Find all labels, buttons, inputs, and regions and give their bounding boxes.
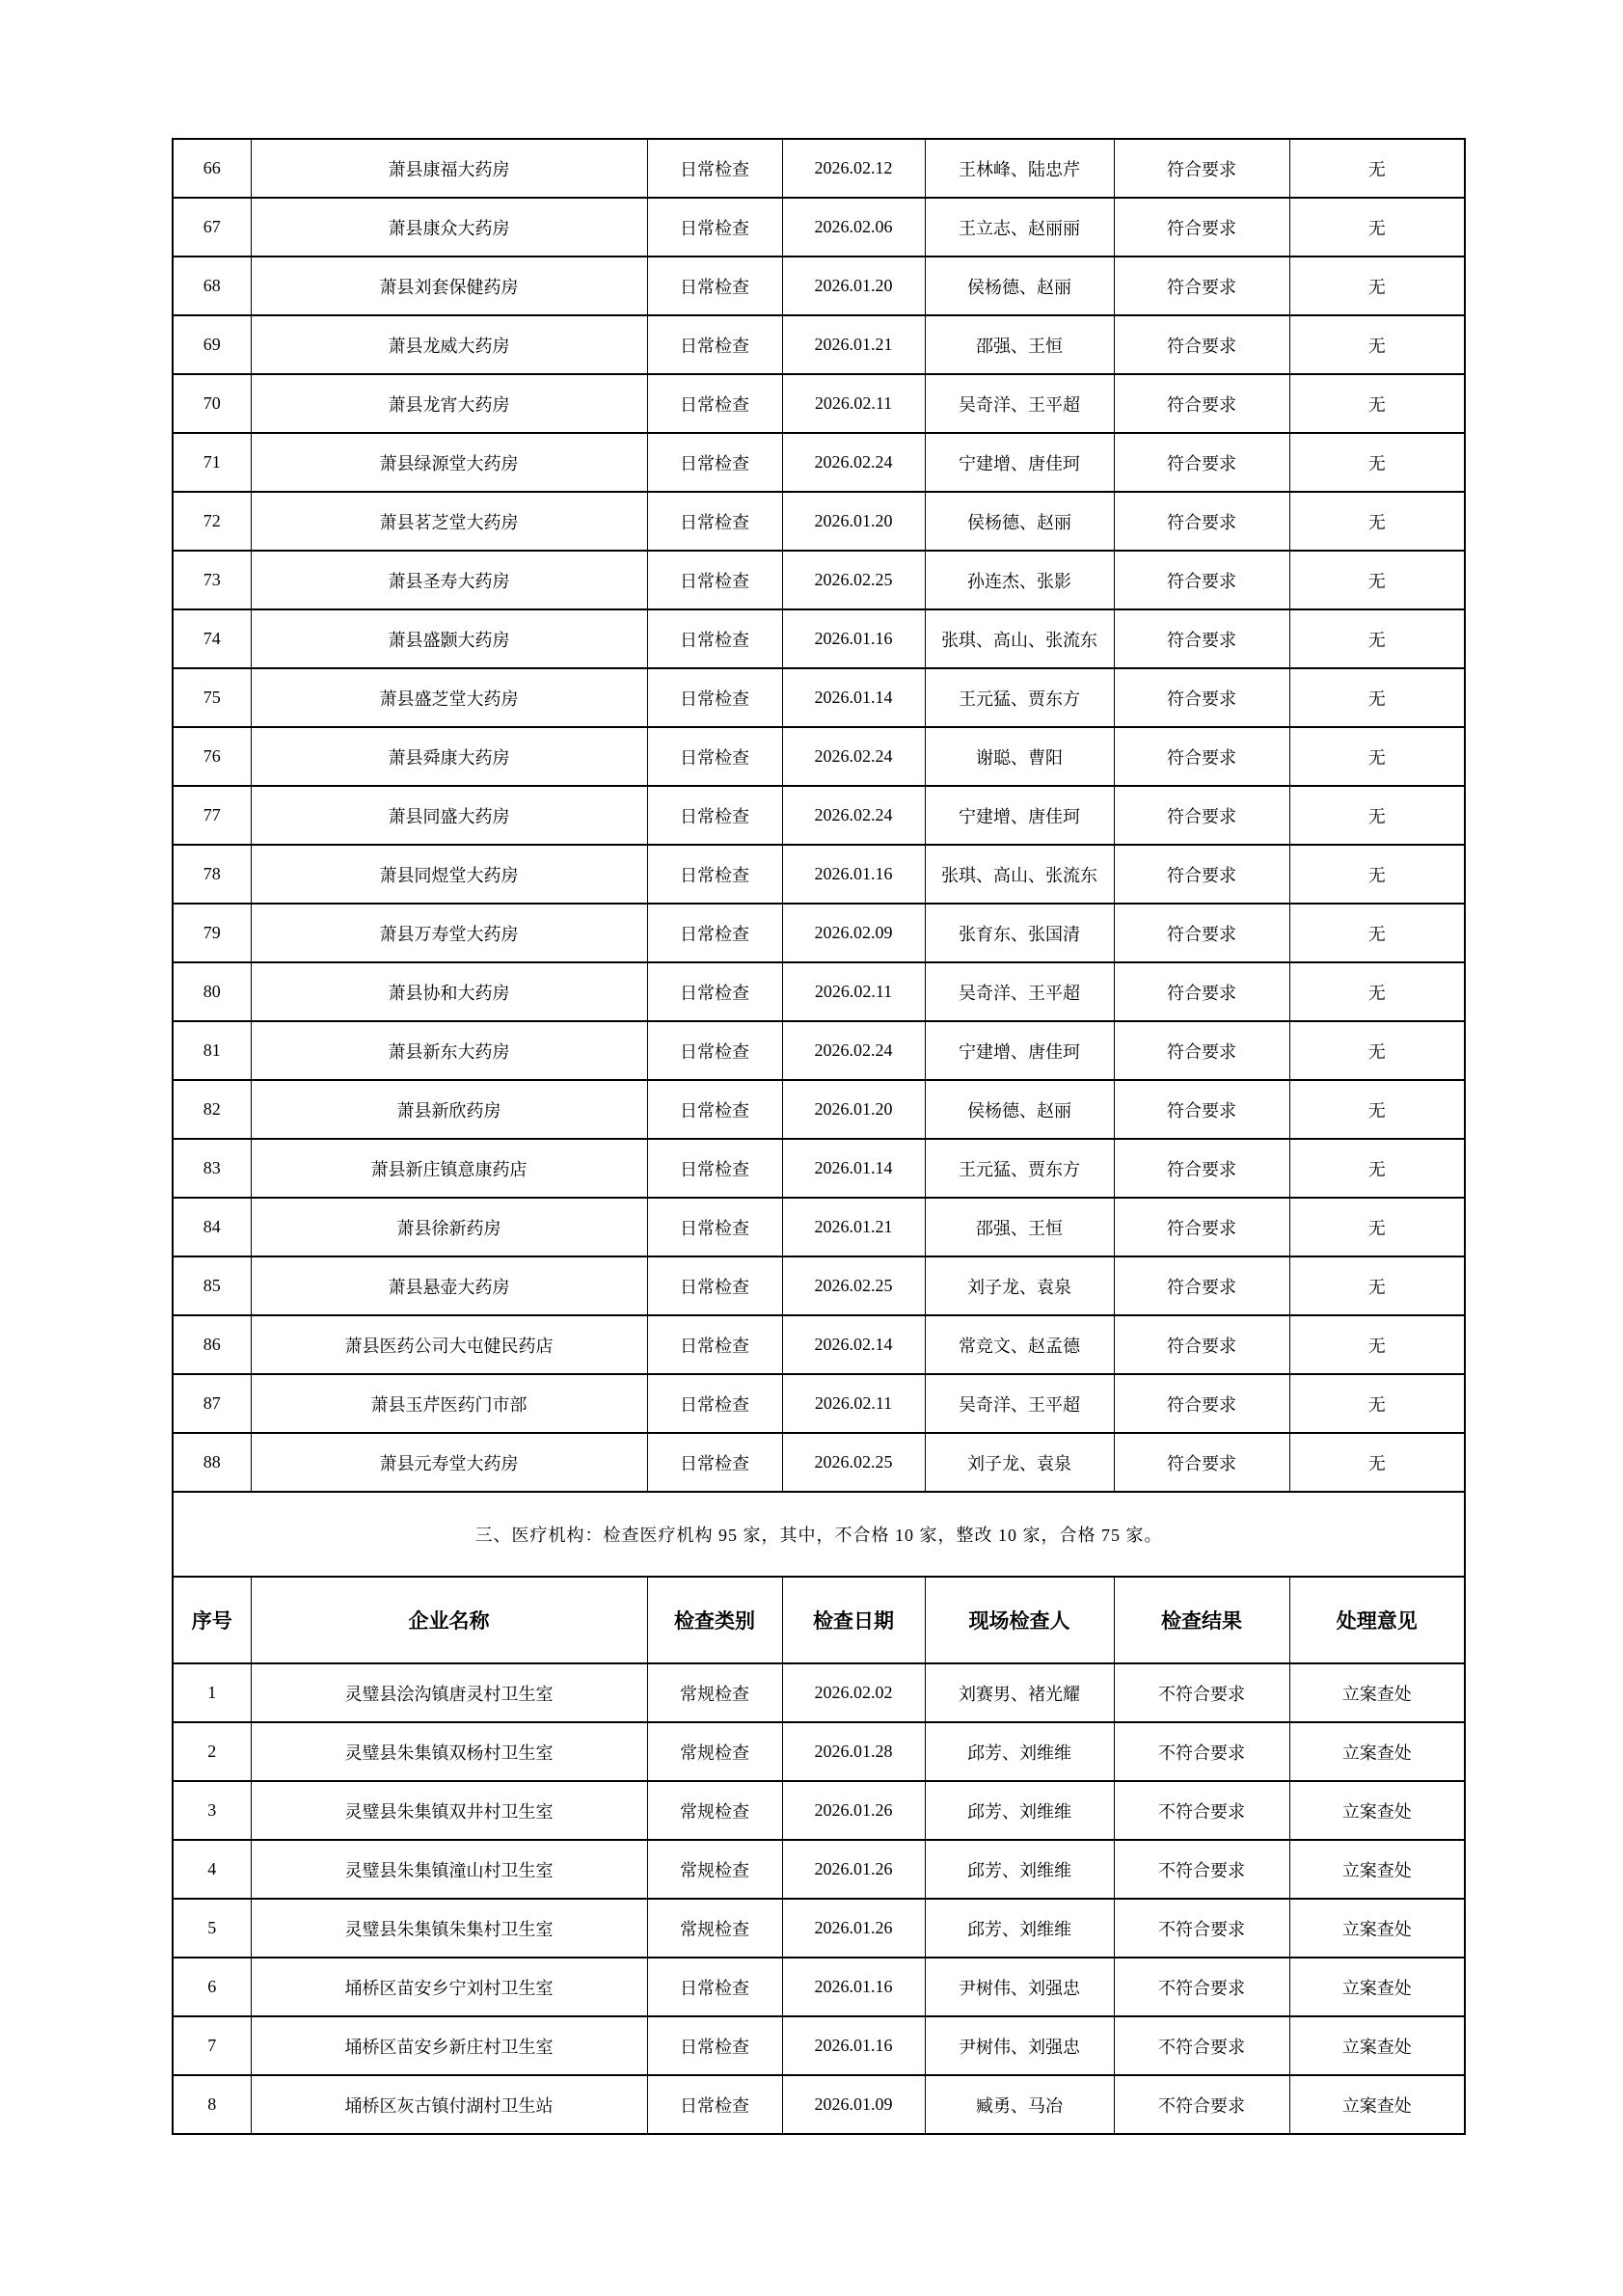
cell-inspectors: 张育东、张国清 bbox=[925, 904, 1114, 962]
cell-action: 无 bbox=[1289, 433, 1465, 492]
cell-date: 2026.01.26 bbox=[782, 1899, 925, 1958]
cell-result: 不符合要求 bbox=[1114, 1781, 1289, 1840]
cell-action: 立案查处 bbox=[1289, 1781, 1465, 1840]
cell-name: 萧县悬壶大药房 bbox=[251, 1256, 647, 1315]
cell-action: 立案查处 bbox=[1289, 2075, 1465, 2134]
table-row bbox=[173, 1315, 1465, 1374]
cell-action: 无 bbox=[1289, 198, 1465, 257]
cell-seq: 82 bbox=[173, 1080, 251, 1139]
cell-result: 符合要求 bbox=[1114, 609, 1289, 668]
cell-inspectors: 宁建增、唐佳珂 bbox=[925, 1021, 1114, 1080]
cell-type: 日常检查 bbox=[647, 1139, 782, 1198]
column-header-name: 企业名称 bbox=[251, 1577, 647, 1663]
cell-date: 2026.02.06 bbox=[782, 198, 925, 257]
table-row bbox=[173, 1958, 1465, 2016]
cell-type: 日常检查 bbox=[647, 1958, 782, 2016]
table-row bbox=[173, 1722, 1465, 1781]
section-heading-row bbox=[173, 1492, 1465, 1577]
cell-action: 无 bbox=[1289, 904, 1465, 962]
cell-seq: 70 bbox=[173, 374, 251, 433]
cell-inspectors: 王元猛、贾东方 bbox=[925, 1139, 1114, 1198]
section-heading: 三、医疗机构：检查医疗机构 95 家，其中，不合格 10 家，整改 10 家，合格 75 家。 bbox=[173, 1492, 1465, 1577]
table-row bbox=[173, 198, 1465, 257]
cell-result: 不符合要求 bbox=[1114, 1840, 1289, 1899]
cell-name: 埇桥区灰古镇付湖村卫生站 bbox=[251, 2075, 647, 2134]
cell-date: 2026.02.24 bbox=[782, 786, 925, 845]
cell-type: 日常检查 bbox=[647, 315, 782, 374]
table-row bbox=[173, 551, 1465, 609]
cell-action: 立案查处 bbox=[1289, 1663, 1465, 1722]
table-row bbox=[173, 1139, 1465, 1198]
cell-action: 无 bbox=[1289, 492, 1465, 551]
cell-date: 2026.01.20 bbox=[782, 492, 925, 551]
cell-date: 2026.02.12 bbox=[782, 139, 925, 198]
cell-type: 日常检查 bbox=[647, 1021, 782, 1080]
cell-seq: 88 bbox=[173, 1433, 251, 1492]
cell-type: 常规检查 bbox=[647, 1840, 782, 1899]
cell-name: 萧县绿源堂大药房 bbox=[251, 433, 647, 492]
cell-inspectors: 孙连杰、张影 bbox=[925, 551, 1114, 609]
cell-result: 符合要求 bbox=[1114, 1080, 1289, 1139]
cell-inspectors: 吴奇洋、王平超 bbox=[925, 962, 1114, 1021]
cell-name: 萧县新欣药房 bbox=[251, 1080, 647, 1139]
cell-name: 埇桥区苗安乡新庄村卫生室 bbox=[251, 2016, 647, 2075]
cell-result: 不符合要求 bbox=[1114, 1663, 1289, 1722]
cell-action: 无 bbox=[1289, 1374, 1465, 1433]
table-row bbox=[173, 433, 1465, 492]
cell-inspectors: 王林峰、陆忠芹 bbox=[925, 139, 1114, 198]
cell-type: 日常检查 bbox=[647, 374, 782, 433]
table-row bbox=[173, 1021, 1465, 1080]
cell-name: 萧县玉芹医药门市部 bbox=[251, 1374, 647, 1433]
cell-name: 灵璧县朱集镇潼山村卫生室 bbox=[251, 1840, 647, 1899]
cell-date: 2026.02.11 bbox=[782, 374, 925, 433]
cell-seq: 80 bbox=[173, 962, 251, 1021]
cell-action: 无 bbox=[1289, 962, 1465, 1021]
cell-result: 符合要求 bbox=[1114, 962, 1289, 1021]
cell-date: 2026.02.14 bbox=[782, 1315, 925, 1374]
cell-inspectors: 张琪、高山、张流东 bbox=[925, 609, 1114, 668]
cell-seq: 74 bbox=[173, 609, 251, 668]
cell-type: 常规检查 bbox=[647, 1899, 782, 1958]
cell-date: 2026.02.25 bbox=[782, 1256, 925, 1315]
cell-seq: 8 bbox=[173, 2075, 251, 2134]
cell-name: 灵璧县浍沟镇唐灵村卫生室 bbox=[251, 1663, 647, 1722]
table-row bbox=[173, 257, 1465, 315]
cell-type: 日常检查 bbox=[647, 198, 782, 257]
cell-name: 萧县医药公司大屯健民药店 bbox=[251, 1315, 647, 1374]
cell-action: 无 bbox=[1289, 845, 1465, 904]
column-header-result: 检查结果 bbox=[1114, 1577, 1289, 1663]
table-row bbox=[173, 904, 1465, 962]
cell-name: 萧县同煜堂大药房 bbox=[251, 845, 647, 904]
cell-date: 2026.01.26 bbox=[782, 1840, 925, 1899]
cell-type: 日常检查 bbox=[647, 668, 782, 727]
cell-result: 符合要求 bbox=[1114, 904, 1289, 962]
column-header-seq: 序号 bbox=[173, 1577, 251, 1663]
table-row bbox=[173, 1840, 1465, 1899]
cell-type: 日常检查 bbox=[647, 786, 782, 845]
table-row bbox=[173, 1433, 1465, 1492]
cell-result: 符合要求 bbox=[1114, 1433, 1289, 1492]
cell-result: 符合要求 bbox=[1114, 315, 1289, 374]
cell-inspectors: 宁建增、唐佳珂 bbox=[925, 786, 1114, 845]
cell-date: 2026.01.20 bbox=[782, 1080, 925, 1139]
table-row bbox=[173, 668, 1465, 727]
cell-seq: 86 bbox=[173, 1315, 251, 1374]
column-header-action: 处理意见 bbox=[1289, 1577, 1465, 1663]
cell-date: 2026.02.02 bbox=[782, 1663, 925, 1722]
cell-type: 日常检查 bbox=[647, 962, 782, 1021]
medical-table-header-row bbox=[173, 1577, 1465, 1663]
cell-inspectors: 吴奇洋、王平超 bbox=[925, 374, 1114, 433]
cell-date: 2026.01.26 bbox=[782, 1781, 925, 1840]
cell-action: 无 bbox=[1289, 139, 1465, 198]
cell-type: 日常检查 bbox=[647, 1315, 782, 1374]
cell-result: 符合要求 bbox=[1114, 433, 1289, 492]
cell-seq: 76 bbox=[173, 727, 251, 786]
cell-name: 萧县刘套保健药房 bbox=[251, 257, 647, 315]
cell-action: 立案查处 bbox=[1289, 1840, 1465, 1899]
cell-seq: 4 bbox=[173, 1840, 251, 1899]
cell-seq: 85 bbox=[173, 1256, 251, 1315]
cell-date: 2026.01.21 bbox=[782, 315, 925, 374]
cell-seq: 66 bbox=[173, 139, 251, 198]
cell-inspectors: 侯杨德、赵丽 bbox=[925, 1080, 1114, 1139]
cell-inspectors: 尹树伟、刘强忠 bbox=[925, 2016, 1114, 2075]
cell-inspectors: 刘子龙、袁泉 bbox=[925, 1256, 1114, 1315]
cell-type: 日常检查 bbox=[647, 727, 782, 786]
cell-result: 符合要求 bbox=[1114, 1315, 1289, 1374]
section-heading-body bbox=[173, 1492, 1465, 1663]
cell-action: 无 bbox=[1289, 609, 1465, 668]
cell-inspectors: 邱芳、刘维维 bbox=[925, 1899, 1114, 1958]
cell-name: 灵璧县朱集镇双杨村卫生室 bbox=[251, 1722, 647, 1781]
cell-result: 符合要求 bbox=[1114, 257, 1289, 315]
table-row bbox=[173, 1080, 1465, 1139]
cell-action: 无 bbox=[1289, 1080, 1465, 1139]
table-row bbox=[173, 1374, 1465, 1433]
cell-seq: 83 bbox=[173, 1139, 251, 1198]
cell-seq: 79 bbox=[173, 904, 251, 962]
table-row bbox=[173, 1663, 1465, 1722]
cell-result: 不符合要求 bbox=[1114, 1722, 1289, 1781]
cell-action: 无 bbox=[1289, 727, 1465, 786]
cell-type: 日常检查 bbox=[647, 1433, 782, 1492]
table-row bbox=[173, 139, 1465, 198]
cell-date: 2026.01.20 bbox=[782, 257, 925, 315]
cell-name: 萧县新东大药房 bbox=[251, 1021, 647, 1080]
cell-type: 常规检查 bbox=[647, 1781, 782, 1840]
cell-date: 2026.02.11 bbox=[782, 962, 925, 1021]
cell-type: 日常检查 bbox=[647, 139, 782, 198]
cell-inspectors: 邵强、王恒 bbox=[925, 1198, 1114, 1256]
cell-result: 符合要求 bbox=[1114, 727, 1289, 786]
cell-action: 无 bbox=[1289, 668, 1465, 727]
cell-seq: 73 bbox=[173, 551, 251, 609]
cell-name: 萧县康福大药房 bbox=[251, 139, 647, 198]
cell-date: 2026.02.24 bbox=[782, 433, 925, 492]
cell-name: 萧县康众大药房 bbox=[251, 198, 647, 257]
cell-inspectors: 邱芳、刘维维 bbox=[925, 1722, 1114, 1781]
cell-action: 立案查处 bbox=[1289, 1722, 1465, 1781]
cell-name: 萧县龙威大药房 bbox=[251, 315, 647, 374]
table-row bbox=[173, 727, 1465, 786]
cell-inspectors: 侯杨德、赵丽 bbox=[925, 492, 1114, 551]
cell-seq: 1 bbox=[173, 1663, 251, 1722]
cell-result: 不符合要求 bbox=[1114, 1958, 1289, 2016]
cell-inspectors: 吴奇洋、王平超 bbox=[925, 1374, 1114, 1433]
table-row bbox=[173, 609, 1465, 668]
cell-inspectors: 刘赛男、褚光耀 bbox=[925, 1663, 1114, 1722]
cell-type: 日常检查 bbox=[647, 1374, 782, 1433]
cell-action: 无 bbox=[1289, 1433, 1465, 1492]
cell-type: 日常检查 bbox=[647, 433, 782, 492]
cell-seq: 77 bbox=[173, 786, 251, 845]
cell-action: 立案查处 bbox=[1289, 1958, 1465, 2016]
cell-seq: 67 bbox=[173, 198, 251, 257]
inspection-table bbox=[172, 138, 1466, 2135]
cell-result: 不符合要求 bbox=[1114, 2075, 1289, 2134]
cell-result: 符合要求 bbox=[1114, 786, 1289, 845]
cell-seq: 68 bbox=[173, 257, 251, 315]
cell-action: 立案查处 bbox=[1289, 1899, 1465, 1958]
table-row bbox=[173, 492, 1465, 551]
cell-date: 2026.02.25 bbox=[782, 551, 925, 609]
cell-result: 符合要求 bbox=[1114, 1198, 1289, 1256]
cell-date: 2026.01.16 bbox=[782, 609, 925, 668]
pharmacy-table-body bbox=[173, 139, 1465, 1492]
cell-inspectors: 邱芳、刘维维 bbox=[925, 1781, 1114, 1840]
table-row bbox=[173, 786, 1465, 845]
cell-name: 萧县元寿堂大药房 bbox=[251, 1433, 647, 1492]
cell-action: 无 bbox=[1289, 786, 1465, 845]
cell-name: 萧县舜康大药房 bbox=[251, 727, 647, 786]
table-row bbox=[173, 2016, 1465, 2075]
cell-name: 萧县同盛大药房 bbox=[251, 786, 647, 845]
cell-seq: 6 bbox=[173, 1958, 251, 2016]
cell-seq: 3 bbox=[173, 1781, 251, 1840]
cell-action: 无 bbox=[1289, 1256, 1465, 1315]
cell-date: 2026.01.16 bbox=[782, 2016, 925, 2075]
cell-seq: 71 bbox=[173, 433, 251, 492]
table-row bbox=[173, 1781, 1465, 1840]
cell-action: 无 bbox=[1289, 1315, 1465, 1374]
cell-name: 萧县圣寿大药房 bbox=[251, 551, 647, 609]
cell-action: 无 bbox=[1289, 374, 1465, 433]
cell-seq: 81 bbox=[173, 1021, 251, 1080]
cell-type: 日常检查 bbox=[647, 609, 782, 668]
cell-action: 立案查处 bbox=[1289, 2016, 1465, 2075]
cell-type: 日常检查 bbox=[647, 257, 782, 315]
cell-date: 2026.02.24 bbox=[782, 727, 925, 786]
cell-date: 2026.02.09 bbox=[782, 904, 925, 962]
cell-type: 日常检查 bbox=[647, 845, 782, 904]
cell-seq: 2 bbox=[173, 1722, 251, 1781]
cell-type: 日常检查 bbox=[647, 1198, 782, 1256]
cell-type: 日常检查 bbox=[647, 904, 782, 962]
cell-seq: 87 bbox=[173, 1374, 251, 1433]
table-row bbox=[173, 845, 1465, 904]
cell-action: 无 bbox=[1289, 1198, 1465, 1256]
cell-result: 不符合要求 bbox=[1114, 2016, 1289, 2075]
cell-date: 2026.02.25 bbox=[782, 1433, 925, 1492]
column-header-inspectors: 现场检查人 bbox=[925, 1577, 1114, 1663]
cell-type: 日常检查 bbox=[647, 551, 782, 609]
cell-inspectors: 谢聪、曹阳 bbox=[925, 727, 1114, 786]
cell-result: 符合要求 bbox=[1114, 1139, 1289, 1198]
cell-result: 符合要求 bbox=[1114, 374, 1289, 433]
cell-type: 常规检查 bbox=[647, 1722, 782, 1781]
cell-seq: 75 bbox=[173, 668, 251, 727]
column-header-type: 检查类别 bbox=[647, 1577, 782, 1663]
cell-name: 灵璧县朱集镇朱集村卫生室 bbox=[251, 1899, 647, 1958]
cell-inspectors: 邱芳、刘维维 bbox=[925, 1840, 1114, 1899]
medical-table-body bbox=[173, 1663, 1465, 2134]
cell-date: 2026.01.14 bbox=[782, 668, 925, 727]
cell-inspectors: 邵强、王恒 bbox=[925, 315, 1114, 374]
cell-inspectors: 常竞文、赵孟德 bbox=[925, 1315, 1114, 1374]
cell-name: 萧县盛颢大药房 bbox=[251, 609, 647, 668]
cell-date: 2026.01.09 bbox=[782, 2075, 925, 2134]
cell-date: 2026.01.14 bbox=[782, 1139, 925, 1198]
cell-result: 符合要求 bbox=[1114, 551, 1289, 609]
cell-date: 2026.01.16 bbox=[782, 1958, 925, 2016]
table-row bbox=[173, 1899, 1465, 1958]
table-row bbox=[173, 374, 1465, 433]
cell-seq: 7 bbox=[173, 2016, 251, 2075]
cell-name: 萧县万寿堂大药房 bbox=[251, 904, 647, 962]
cell-result: 符合要求 bbox=[1114, 845, 1289, 904]
cell-action: 无 bbox=[1289, 551, 1465, 609]
cell-result: 符合要求 bbox=[1114, 1021, 1289, 1080]
cell-type: 日常检查 bbox=[647, 1080, 782, 1139]
cell-type: 日常检查 bbox=[647, 2075, 782, 2134]
table-row bbox=[173, 962, 1465, 1021]
cell-seq: 84 bbox=[173, 1198, 251, 1256]
cell-name: 萧县龙宵大药房 bbox=[251, 374, 647, 433]
cell-date: 2026.01.16 bbox=[782, 845, 925, 904]
cell-name: 萧县茗芝堂大药房 bbox=[251, 492, 647, 551]
cell-name: 萧县盛芝堂大药房 bbox=[251, 668, 647, 727]
cell-result: 符合要求 bbox=[1114, 1374, 1289, 1433]
cell-name: 萧县徐新药房 bbox=[251, 1198, 647, 1256]
cell-inspectors: 王立志、赵丽丽 bbox=[925, 198, 1114, 257]
cell-inspectors: 张琪、高山、张流东 bbox=[925, 845, 1114, 904]
cell-action: 无 bbox=[1289, 1021, 1465, 1080]
table-row bbox=[173, 315, 1465, 374]
cell-type: 日常检查 bbox=[647, 1256, 782, 1315]
cell-inspectors: 刘子龙、袁泉 bbox=[925, 1433, 1114, 1492]
cell-inspectors: 侯杨德、赵丽 bbox=[925, 257, 1114, 315]
cell-date: 2026.02.24 bbox=[782, 1021, 925, 1080]
cell-name: 灵璧县朱集镇双井村卫生室 bbox=[251, 1781, 647, 1840]
cell-name: 萧县协和大药房 bbox=[251, 962, 647, 1021]
cell-date: 2026.01.21 bbox=[782, 1198, 925, 1256]
cell-type: 日常检查 bbox=[647, 2016, 782, 2075]
cell-date: 2026.01.28 bbox=[782, 1722, 925, 1781]
cell-result: 符合要求 bbox=[1114, 1256, 1289, 1315]
cell-name: 萧县新庄镇意康药店 bbox=[251, 1139, 647, 1198]
cell-result: 不符合要求 bbox=[1114, 1899, 1289, 1958]
cell-inspectors: 尹树伟、刘强忠 bbox=[925, 1958, 1114, 2016]
cell-name: 埇桥区苗安乡宁刘村卫生室 bbox=[251, 1958, 647, 2016]
cell-action: 无 bbox=[1289, 315, 1465, 374]
column-header-date: 检查日期 bbox=[782, 1577, 925, 1663]
cell-seq: 78 bbox=[173, 845, 251, 904]
cell-result: 符合要求 bbox=[1114, 139, 1289, 198]
cell-seq: 72 bbox=[173, 492, 251, 551]
table-row bbox=[173, 1256, 1465, 1315]
cell-seq: 69 bbox=[173, 315, 251, 374]
cell-result: 符合要求 bbox=[1114, 198, 1289, 257]
cell-action: 无 bbox=[1289, 1139, 1465, 1198]
table-row bbox=[173, 2075, 1465, 2134]
cell-date: 2026.02.11 bbox=[782, 1374, 925, 1433]
cell-result: 符合要求 bbox=[1114, 492, 1289, 551]
cell-action: 无 bbox=[1289, 257, 1465, 315]
cell-type: 日常检查 bbox=[647, 492, 782, 551]
cell-inspectors: 臧勇、马冶 bbox=[925, 2075, 1114, 2134]
cell-type: 常规检查 bbox=[647, 1663, 782, 1722]
cell-inspectors: 王元猛、贾东方 bbox=[925, 668, 1114, 727]
table-row bbox=[173, 1198, 1465, 1256]
cell-result: 符合要求 bbox=[1114, 668, 1289, 727]
cell-seq: 5 bbox=[173, 1899, 251, 1958]
cell-inspectors: 宁建增、唐佳珂 bbox=[925, 433, 1114, 492]
